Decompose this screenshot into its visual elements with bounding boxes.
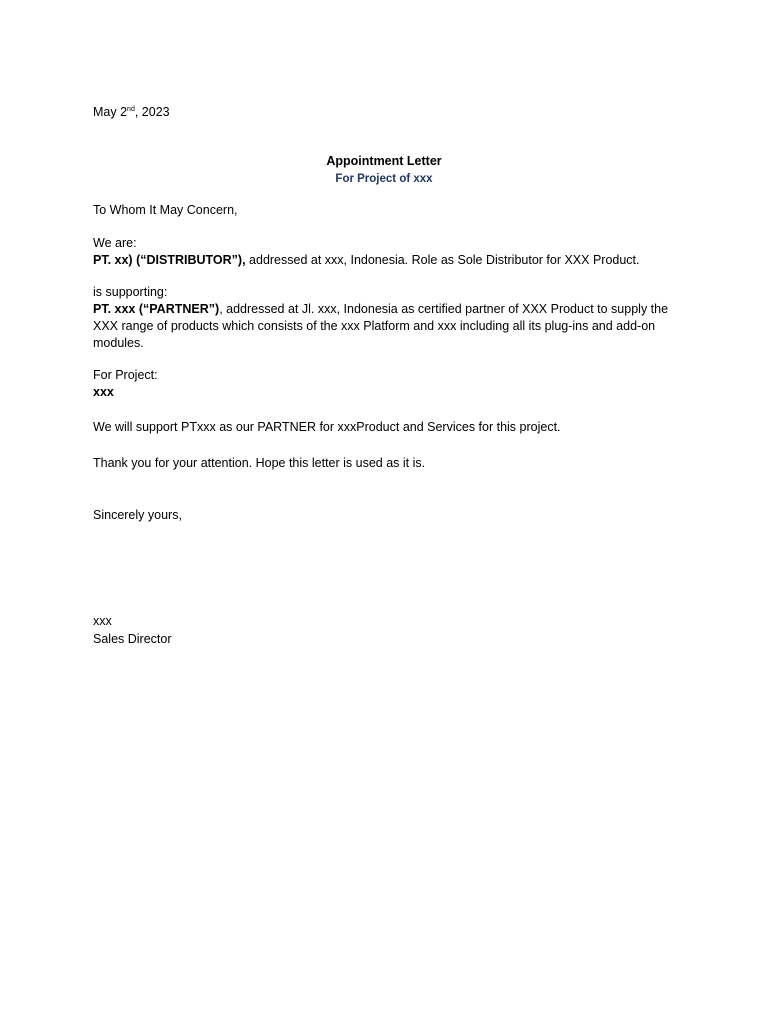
date-ordinal: nd (127, 105, 135, 113)
salutation: To Whom It May Concern, (93, 203, 238, 217)
closing-line: Sincerely yours, (93, 508, 182, 522)
thanks-line: Thank you for your attention. Hope this letter is used as it is. (93, 456, 426, 470)
project-label: For Project: (93, 368, 158, 382)
distributor-details: addressed at xxx, Indonesia. Role as Sole Distributor for XXX Product. (245, 253, 640, 267)
letter-subtitle: For Project of xxx (335, 173, 433, 185)
project-name: xxx (93, 385, 114, 399)
date-prefix: May 2 (93, 105, 128, 119)
partner-details: , addressed at Jl. xxx, Indonesia as certified partner of XXX Product to supply the XXX range of products which consists of the xxx Platform and xxx including all its plug-ins and add-on modules. (93, 302, 669, 350)
partner-name: PT. xxx (“PARTNER”) (93, 302, 220, 316)
supporting-label: is supporting: (93, 285, 168, 299)
date-suffix: , 2023 (134, 105, 170, 119)
distributor-line (93, 252, 640, 269)
support-statement: We will support PTxxx as our PARTNER for xxxProduct and Services for this project. (93, 420, 561, 434)
signatory-name: xxx (93, 614, 112, 628)
we-are-label: We are: (93, 236, 137, 250)
partner-paragraph (93, 301, 683, 352)
distributor-name: PT. xx) (“DISTRIBUTOR”), (93, 253, 246, 267)
signatory-title: Sales Director (93, 632, 172, 646)
letter-title: Appointment Letter (326, 154, 442, 168)
letter-date (93, 104, 170, 121)
